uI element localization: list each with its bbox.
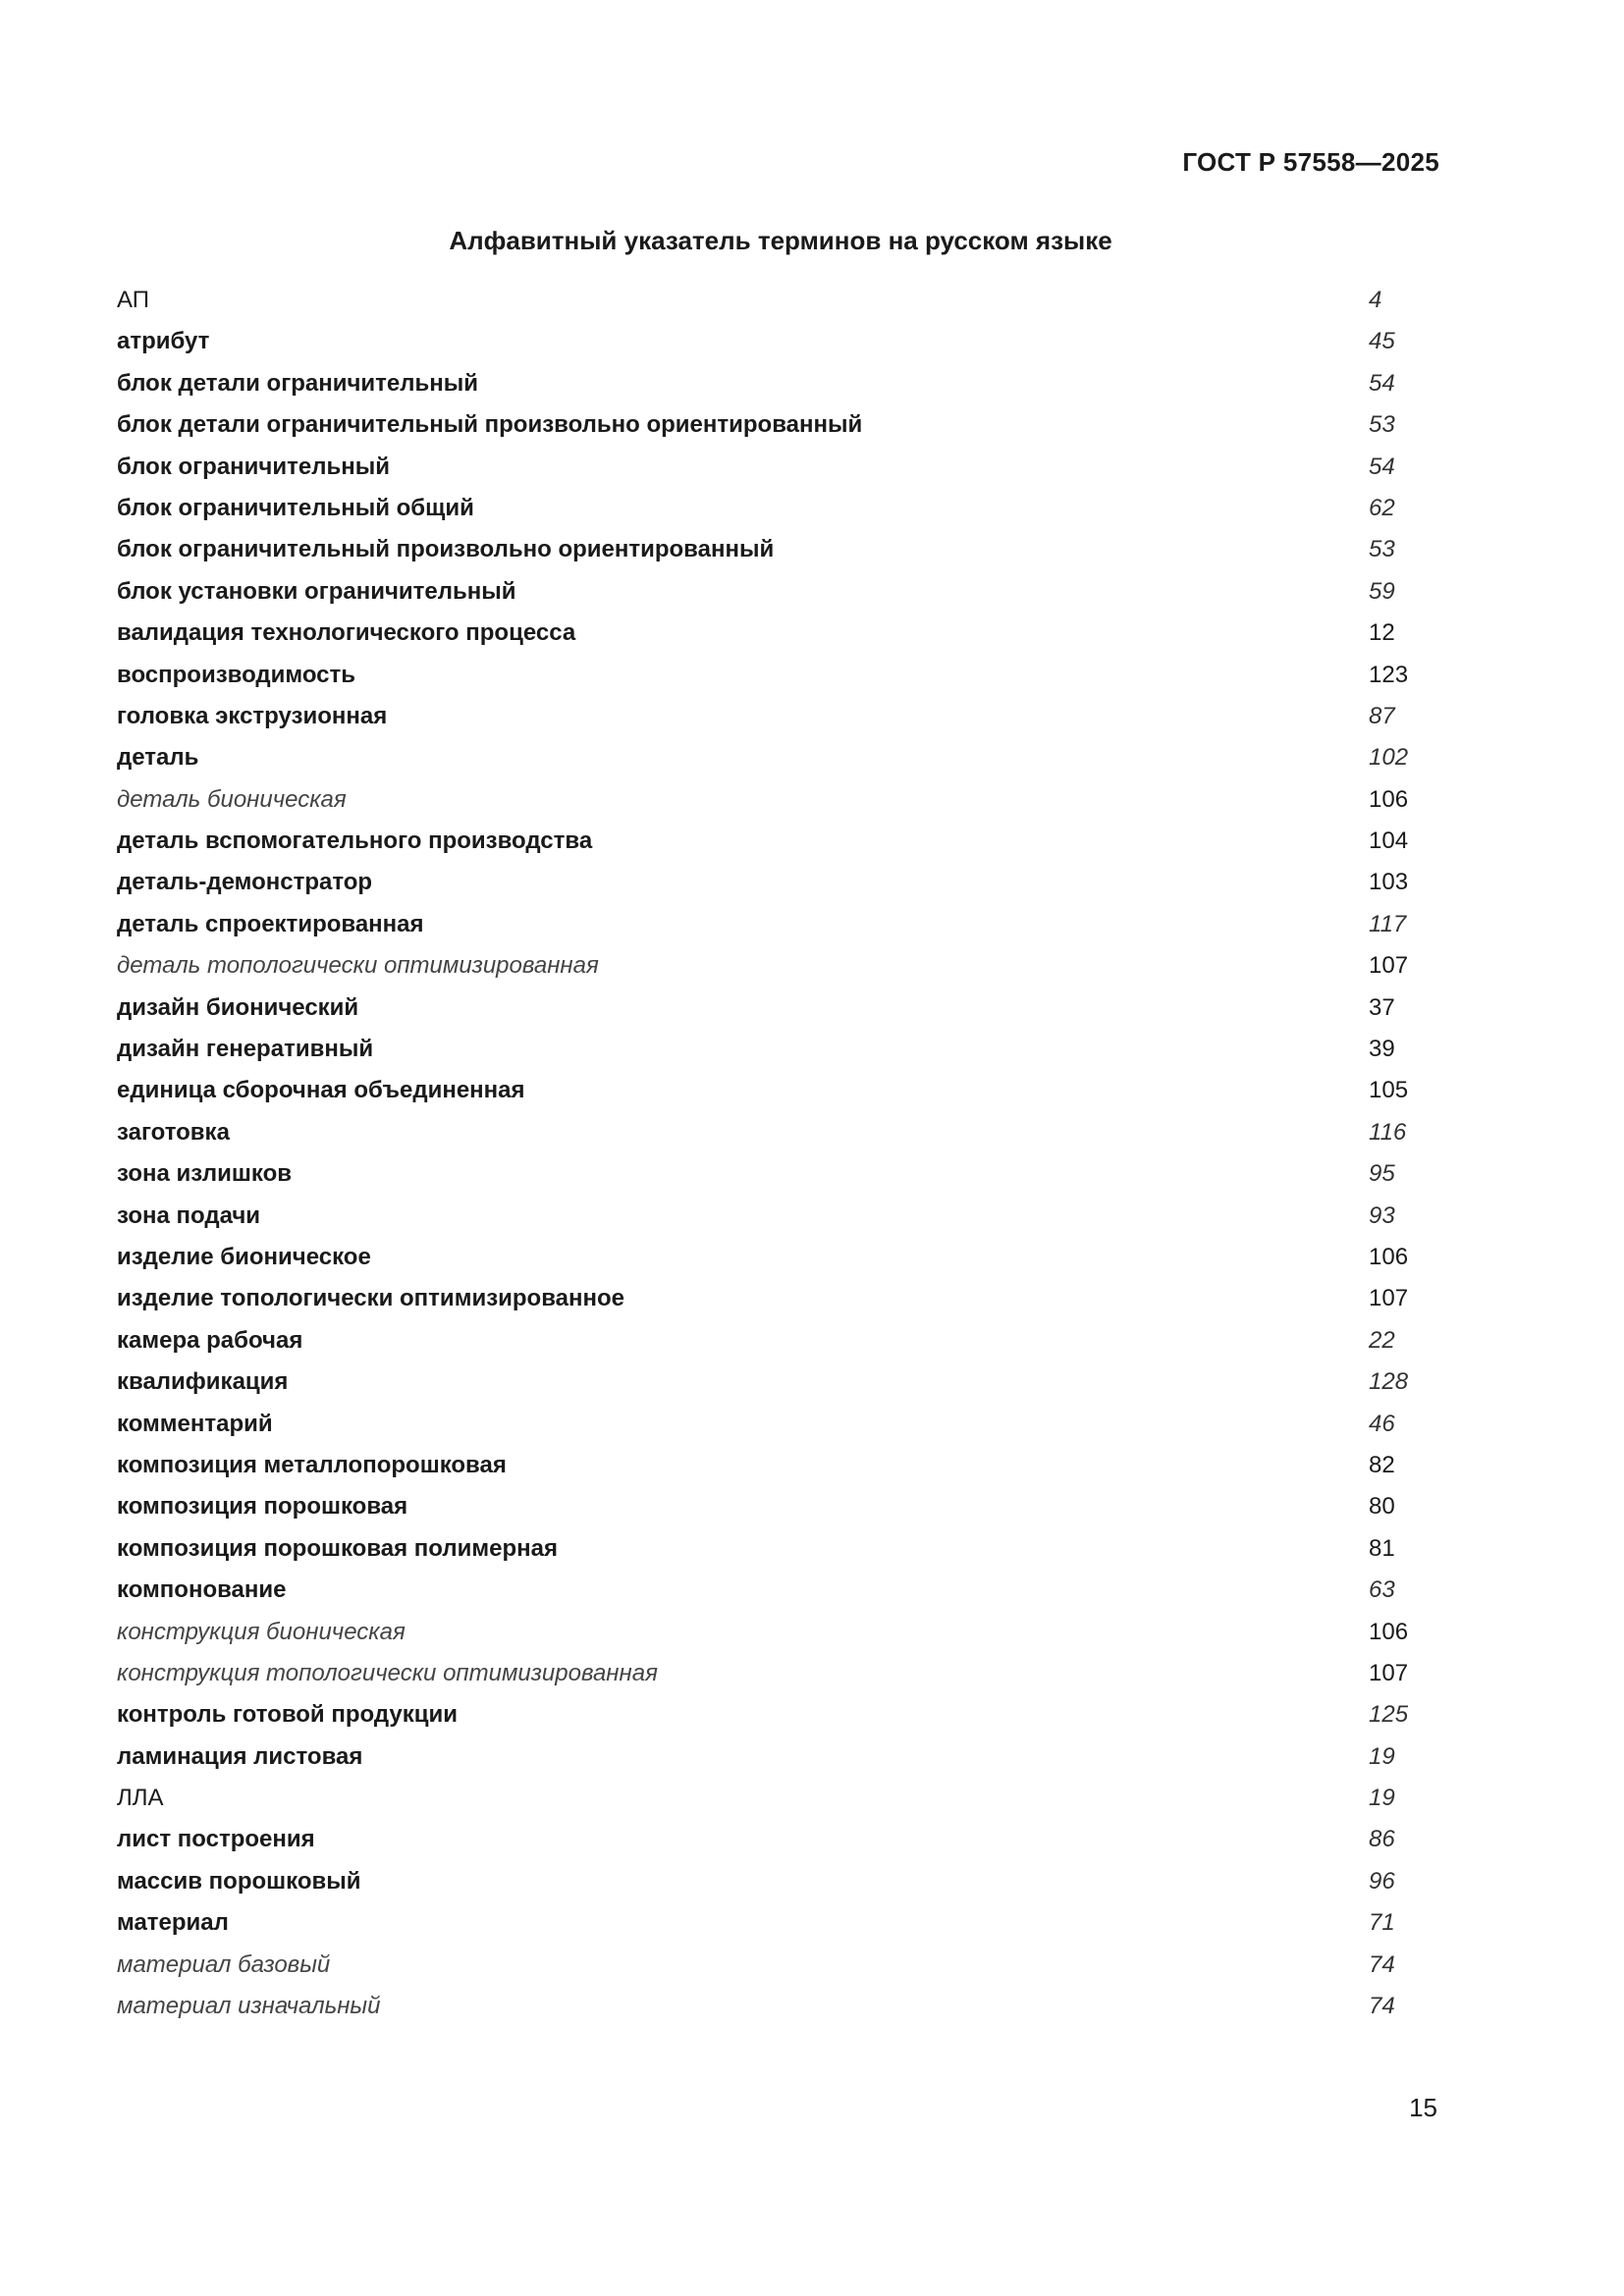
index-term-number: 74 [1369,1950,1395,1978]
index-term-number: 105 [1369,1077,1409,1104]
index-entry [117,1989,1403,2030]
index-term: деталь [117,744,199,772]
index-entry [117,1489,1403,1530]
index-entry [117,740,1409,781]
index-term-number: 80 [1369,1493,1395,1521]
index-term: деталь топологически оптимизированная [117,952,599,980]
index-term: дизайн генеративный [117,1036,374,1063]
index-entries [117,283,1409,2030]
index-term-number: 103 [1369,869,1409,896]
index-entry [117,658,1409,699]
index-entry [117,366,1403,407]
index-entry [117,574,1403,615]
index-term: блок ограничительный общий [117,494,474,521]
index-entry [117,615,1403,657]
index-term: блок детали ограничительный произвольно ориентированный [117,411,863,439]
index-term: контроль готовой продукции [117,1701,459,1729]
index-entry [117,1781,1403,1822]
index-term-number: 53 [1369,536,1395,563]
index-term: массив порошковый [117,1867,361,1895]
index-entry [117,990,1403,1032]
index-term: композиция порошковая полимерная [117,1534,558,1562]
index-term: комментарий [117,1410,273,1437]
index-term: деталь-демонстратор [117,869,373,896]
index-term: композиция порошковая [117,1493,408,1521]
index-term-number: 107 [1369,1285,1409,1312]
index-term-number: 19 [1369,1742,1395,1770]
index-entry [117,1323,1403,1364]
index-term-number: 74 [1369,1993,1395,2020]
index-term-number: 123 [1369,661,1409,688]
index-term-number: 19 [1369,1785,1395,1812]
index-entry [117,865,1409,906]
index-entry [117,532,1403,573]
index-entry [117,1573,1403,1614]
index-term: деталь вспомогательного производства [117,828,593,855]
index-term-number: 125 [1369,1701,1409,1729]
index-entry [117,1364,1409,1406]
index-entry [117,1448,1403,1489]
index-term: ламинация листовая [117,1742,363,1770]
index-term: материал изначальный [117,1993,381,2020]
index-term: блок ограничительный произвольно ориентированный [117,536,775,563]
page-number: 15 [1409,2093,1437,2122]
index-term: изделие топологически оптимизированное [117,1285,624,1312]
index-term: заготовка [117,1118,230,1146]
index-term-number: 53 [1369,411,1395,439]
index-term-number: 106 [1369,785,1409,813]
index-entry [117,1822,1403,1863]
index-term-number: 63 [1369,1576,1395,1604]
index-term: компонование [117,1576,287,1604]
index-term: деталь бионическая [117,785,347,813]
index-term-number: 37 [1369,993,1395,1021]
index-term-number: 45 [1369,328,1395,355]
index-term-number: 107 [1369,1659,1409,1686]
index-term: воспроизводимость [117,661,356,688]
index-term-number: 62 [1369,494,1395,521]
index-term-number: 87 [1369,702,1395,729]
index-term: камера рабочая [117,1326,303,1354]
index-entry [117,1615,1409,1656]
index-entry [117,907,1407,948]
index-term: атрибут [117,328,210,355]
index-term-number: 4 [1369,287,1382,313]
index-entry [117,1073,1409,1114]
index-term: блок детали ограничительный [117,369,478,397]
index-entry [117,699,1403,740]
index-term: зона излишков [117,1160,292,1188]
index-entry [117,948,1409,989]
index-term-number: 93 [1369,1201,1395,1229]
index-term: зона подачи [117,1201,261,1229]
index-entry [117,1115,1407,1156]
index-entry [117,450,1403,491]
index-term: дизайн бионический [117,993,359,1021]
index-term: лист построения [117,1826,315,1853]
index-term-number: 104 [1369,828,1409,855]
index-term-number: 128 [1369,1368,1409,1396]
index-entry [117,1281,1409,1322]
index-entry [117,1864,1403,1905]
index-term-number: 81 [1369,1534,1395,1562]
index-term: блок установки ограничительный [117,577,516,605]
index-term-number: 86 [1369,1826,1395,1853]
index-term: конструкция бионическая [117,1618,406,1645]
index-entry [117,1531,1403,1573]
index-term-number: 39 [1369,1036,1395,1063]
index-term-number: 12 [1369,619,1395,647]
index-term-number: 82 [1369,1451,1395,1478]
index-term-number: 59 [1369,577,1395,605]
index-term: материал базовый [117,1950,331,1978]
index-entry [117,491,1403,532]
index-term: блок ограничительный [117,453,390,480]
index-term: головка экструзионная [117,702,388,729]
index-entry [117,1240,1409,1281]
index-term: единица сборочная объединенная [117,1077,525,1104]
index-term-number: 96 [1369,1867,1395,1895]
index-title: Алфавитный указатель терминов на русском языке [449,226,1112,255]
index-entry [117,1407,1403,1448]
index-entry [117,1656,1409,1697]
index-term-number: 54 [1369,453,1395,480]
index-term-number: 71 [1369,1909,1395,1937]
index-term: валидация технологического процесса [117,619,576,647]
document-code: ГОСТ Р 57558—2025 [1182,147,1439,177]
index-term: АП [117,287,149,313]
index-term-number: 54 [1369,369,1395,397]
index-term: конструкция топологически оптимизированная [117,1659,658,1686]
index-entry [117,1948,1403,1989]
index-entry [117,1156,1403,1198]
index-entry [117,324,1403,365]
index-term: материал [117,1909,229,1937]
index-term-number: 117 [1369,910,1407,937]
index-entry [117,1697,1409,1738]
index-entry [117,407,1403,449]
index-term-number: 106 [1369,1618,1409,1645]
index-term-number: 22 [1369,1326,1395,1354]
index-term-number: 106 [1369,1243,1409,1270]
index-term: ЛЛА [117,1785,164,1812]
index-entry [117,782,1409,824]
index-term-number: 102 [1369,744,1409,772]
index-term-number: 116 [1369,1118,1407,1146]
index-term-number: 95 [1369,1160,1395,1188]
index-term-number: 46 [1369,1410,1395,1437]
index-term: квалификация [117,1368,289,1396]
index-term: деталь спроектированная [117,910,424,937]
index-term: изделие бионическое [117,1243,371,1270]
index-entry [117,1905,1403,1947]
index-entry [117,1032,1403,1073]
index-term: композиция металлопорошковая [117,1451,507,1478]
index-term-number: 107 [1369,952,1409,980]
index-entry [117,283,1403,324]
index-entry [117,1199,1403,1240]
index-entry [117,1739,1403,1781]
index-entry [117,824,1409,865]
